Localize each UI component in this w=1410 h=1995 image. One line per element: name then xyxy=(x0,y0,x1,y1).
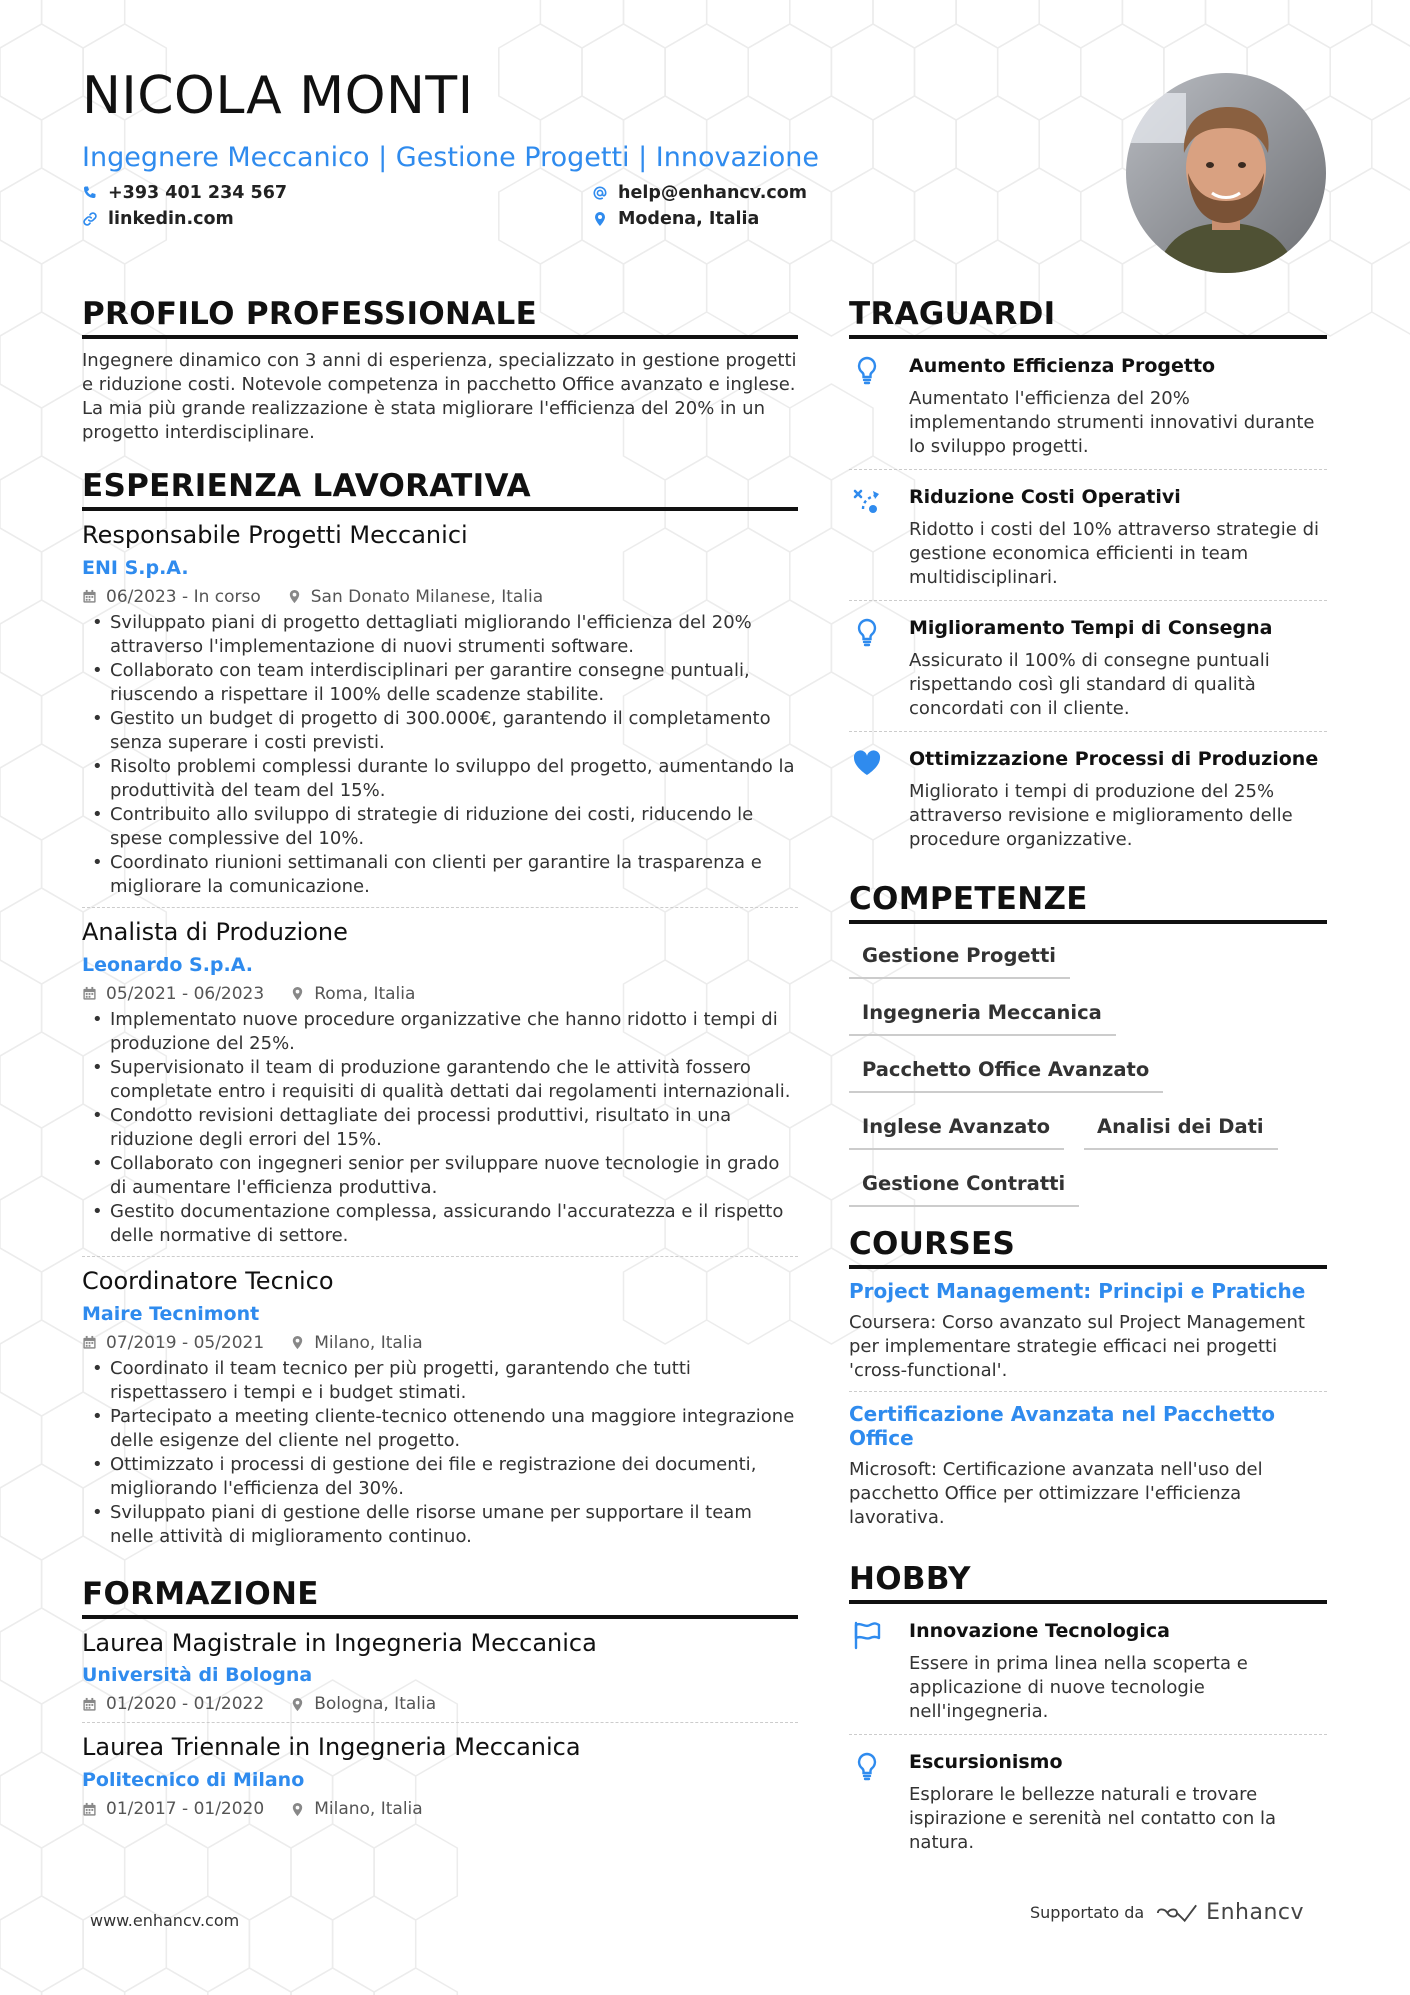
skill-tag: Ingegneria Meccanica xyxy=(849,995,1116,1036)
achievements-section xyxy=(849,297,1327,862)
hobby-title: Innovazione Tecnologica xyxy=(909,1620,1170,1643)
lightbulb-icon xyxy=(851,616,883,648)
courses-heading: COURSES xyxy=(849,1227,1327,1269)
education-heading: FORMAZIONE xyxy=(82,1577,798,1619)
powered-by-label: Supportato da xyxy=(1030,1903,1145,1922)
achievement-item xyxy=(849,470,1327,601)
footer-website[interactable]: www.enhancv.com xyxy=(90,1911,240,1930)
divider xyxy=(82,1722,798,1723)
job-location xyxy=(287,587,543,607)
job-role: Analista di Produzione xyxy=(82,917,348,946)
achievement-icon-wrap xyxy=(849,616,909,721)
achievement-title: Aumento Efficienza Progetto xyxy=(909,355,1216,378)
location-pin-icon xyxy=(290,1335,305,1350)
hobby-icon-wrap xyxy=(849,1750,909,1855)
list-item: • Contribuito allo sviluppo di strategie di riduzione dei costi, riducendo le spese complessive del 10%. xyxy=(82,803,798,851)
job-dates xyxy=(82,587,261,607)
footer-branding xyxy=(1030,1900,1304,1925)
list-item: • Collaborato con ingegneri senior per sviluppare nuove tecnologie in grado di aumentare l'efficienza produttiva. xyxy=(82,1152,798,1200)
hobby-desc: Esplorare le bellezze naturali e trovare ispirazione e serenità nel contatto con la natura. xyxy=(909,1784,1276,1854)
job-meta xyxy=(82,587,798,607)
strategy-icon xyxy=(851,485,883,517)
divider xyxy=(82,1256,798,1257)
profile-photo xyxy=(1126,73,1326,273)
avatar xyxy=(1126,73,1326,273)
phone-text: +393 401 234 567 xyxy=(108,183,288,203)
education-location-text: Bologna, Italia xyxy=(314,1694,437,1715)
email-text: help@enhancv.com xyxy=(618,183,808,203)
list-item: • Sviluppato piani di progetto dettagliati migliorando l'efficienza del 20% attraverso l'implementazione di nuovi strumenti software. xyxy=(82,611,798,659)
education-location-text: Milano, Italia xyxy=(314,1799,423,1820)
list-item: • Coordinato riunioni settimanali con clienti per garantire la trasparenza e migliorare la comunicazione. xyxy=(82,851,798,899)
school-name[interactable]: Università di Bologna xyxy=(82,1664,313,1687)
degree-title: Laurea Triennale in Ingegneria Meccanica xyxy=(82,1733,581,1762)
phone-icon xyxy=(82,185,98,201)
list-item: • Partecipato a meeting cliente-tecnico ottenendo una maggiore integrazione delle esigenze del cliente nel progetto. xyxy=(82,1405,798,1453)
brand-name[interactable]: Enhancv xyxy=(1206,1900,1304,1925)
course-title[interactable]: Project Management: Principi e Pratiche xyxy=(849,1279,1306,1304)
enhancv-logo-icon xyxy=(1154,1901,1200,1925)
skills-section xyxy=(849,882,1327,1223)
list-item: • Gestito un budget di progetto di 300.000€, garantendo il completamento senza superare i costi previsti. xyxy=(82,707,798,755)
divider xyxy=(82,907,798,908)
hobby-item xyxy=(849,1604,1327,1735)
achievement-icon-wrap xyxy=(849,354,909,459)
achievement-title: Ottimizzazione Processi di Produzione xyxy=(909,748,1319,771)
at-icon xyxy=(592,185,608,201)
calendar-icon xyxy=(82,589,97,604)
achievement-item xyxy=(849,339,1327,470)
skills-heading: COMPETENZE xyxy=(849,882,1327,924)
achievement-desc: Aumentato l'efficienza del 20% implementando strumenti innovativi durante lo sviluppo progetti. xyxy=(909,388,1315,458)
hobbies-section xyxy=(849,1562,1327,1865)
hobby-item xyxy=(849,1735,1327,1865)
flag-icon xyxy=(851,1619,883,1651)
education-dates-text: 01/2020 - 01/2022 xyxy=(106,1694,265,1715)
course-item xyxy=(849,1392,1327,1538)
job-dates-text: 06/2023 - In corso xyxy=(106,586,261,607)
location-text: Modena, Italia xyxy=(618,209,760,229)
education-dates xyxy=(82,1694,264,1714)
list-item: • Collaborato con team interdisciplinari per garantire consegne puntuali, riuscendo a rispettare il 100% delle scadenze stabilite. xyxy=(82,659,798,707)
education-location xyxy=(290,1799,422,1819)
skill-tag: Gestione Progetti xyxy=(849,938,1070,979)
list-item: • Sviluppato piani di gestione delle risorse umane per supportare il team nelle attività di miglioramento continuo. xyxy=(82,1501,798,1549)
lightbulb-icon xyxy=(851,1750,883,1782)
course-title[interactable]: Certificazione Avanzata nel Pacchetto Office xyxy=(849,1402,1276,1451)
education-dates xyxy=(82,1799,264,1819)
skill-tag: Analisi dei Dati xyxy=(1084,1109,1278,1150)
list-item: • Implementato nuove procedure organizzative che hanno ridotto i tempi di produzione del 25%. xyxy=(82,1008,798,1056)
candidate-name: NICOLA MONTI xyxy=(82,66,474,126)
calendar-icon xyxy=(82,1335,97,1350)
skill-tag: Inglese Avanzato xyxy=(849,1109,1064,1150)
education-meta xyxy=(82,1694,798,1714)
job-bullets xyxy=(82,1357,798,1549)
achievement-title: Miglioramento Tempi di Consegna xyxy=(909,617,1273,640)
list-item: • Ottimizzato i processi di gestione dei file e registrazione dei documenti, migliorando l'efficienza del 30%. xyxy=(82,1453,798,1501)
contact-location xyxy=(592,209,892,229)
calendar-icon xyxy=(82,1802,97,1817)
job-entry xyxy=(82,1267,798,1549)
job-company[interactable]: ENI S.p.A. xyxy=(82,556,189,579)
job-role: Responsabile Progetti Meccanici xyxy=(82,521,468,550)
achievement-desc: Assicurato il 100% di consegne puntuali rispettando così gli standard di qualità concordati con il cliente. xyxy=(909,650,1270,720)
course-desc: Coursera: Corso avanzato sul Project Management per implementare strategie efficaci nei progetti 'cross-functional'. xyxy=(849,1312,1305,1382)
heart-icon xyxy=(851,747,883,779)
job-dates xyxy=(82,1333,264,1353)
contact-phone[interactable] xyxy=(82,183,592,203)
achievements-heading: TRAGUARDI xyxy=(849,297,1327,339)
job-company[interactable]: Leonardo S.p.A. xyxy=(82,953,254,976)
hobbies-heading: HOBBY xyxy=(849,1562,1327,1604)
achievement-title: Riduzione Costi Operativi xyxy=(909,486,1181,509)
candidate-headline: Ingegnere Meccanico | Gestione Progetti | Innovazione xyxy=(82,142,819,173)
location-pin-icon xyxy=(290,1802,305,1817)
job-entry xyxy=(82,918,798,1248)
job-dates xyxy=(82,984,264,1004)
location-pin-icon xyxy=(287,589,302,604)
job-location-text: San Donato Milanese, Italia xyxy=(310,586,544,607)
education-section xyxy=(82,1577,798,1820)
education-entry xyxy=(82,1733,798,1819)
contact-linkedin[interactable] xyxy=(82,209,592,229)
contact-email[interactable] xyxy=(592,183,892,203)
degree-title: Laurea Magistrale in Ingegneria Meccanica xyxy=(82,1628,597,1657)
achievement-desc: Ridotto i costi del 10% attraverso strategie di gestione economica efficienti in team multidisciplinari. xyxy=(909,519,1320,589)
skill-tag: Pacchetto Office Avanzato xyxy=(849,1052,1163,1093)
location-pin-icon xyxy=(290,986,305,1001)
calendar-icon xyxy=(82,986,97,1001)
achievement-item xyxy=(849,601,1327,732)
achievement-desc: Migliorato i tempi di produzione del 25% attraverso revisione e miglioramento delle procedure organizzative. xyxy=(909,781,1293,851)
education-dates-text: 01/2017 - 01/2020 xyxy=(106,1799,265,1820)
course-desc: Microsoft: Certificazione avanzata nell'uso del pacchetto Office per ottimizzare l'efficienza lavorativa. xyxy=(849,1459,1263,1529)
job-company[interactable]: Maire Tecnimont xyxy=(82,1302,260,1325)
job-meta xyxy=(82,984,798,1004)
job-location-text: Milano, Italia xyxy=(314,1332,423,1353)
list-item: • Gestito documentazione complessa, assicurando l'accuratezza e il rispetto delle normative di settore. xyxy=(82,1200,798,1248)
experience-section xyxy=(82,469,798,1548)
achievement-icon-wrap xyxy=(849,485,909,590)
left-column xyxy=(82,297,798,1819)
hobby-desc: Essere in prima linea nella scoperta e applicazione di nuove tecnologie nell'ingegneria. xyxy=(909,1653,1248,1723)
profile-section xyxy=(82,297,798,445)
location-pin-icon xyxy=(290,1697,305,1712)
location-pin-icon xyxy=(592,211,608,227)
job-bullets xyxy=(82,1008,798,1248)
profile-summary: Ingegnere dinamico con 3 anni di esperienza, specializzato in gestione progetti e riduzione costi. Notevole competenza in pacchetto Office avanzato e inglese. La mia più grande realizzazione è stata migliorare l'efficienza del 20% in un progetto interdisciplinare. xyxy=(82,350,797,444)
link-icon xyxy=(82,211,98,227)
course-item xyxy=(849,1269,1327,1392)
resume-header xyxy=(82,66,1082,229)
list-item: • Coordinato il team tecnico per più progetti, garantendo che tutti rispettassero i tempi e i budget stimati. xyxy=(82,1357,798,1405)
list-item: • Risolto problemi complessi durante lo sviluppo del progetto, aumentando la produttività del team del 15%. xyxy=(82,755,798,803)
job-dates-text: 05/2021 - 06/2023 xyxy=(106,983,265,1004)
right-column xyxy=(849,297,1327,1865)
hobby-icon-wrap xyxy=(849,1619,909,1724)
job-bullets xyxy=(82,611,798,899)
job-location xyxy=(290,1333,422,1353)
hobby-title: Escursionismo xyxy=(909,1751,1063,1774)
list-item: • Condotto revisioni dettagliate dei processi produttivi, risultato in una riduzione degli errori del 15%. xyxy=(82,1104,798,1152)
skills-list xyxy=(849,938,1327,1223)
job-location-text: Roma, Italia xyxy=(314,983,416,1004)
skill-tag: Gestione Contratti xyxy=(849,1166,1079,1207)
lightbulb-icon xyxy=(851,354,883,386)
linkedin-text: linkedin.com xyxy=(108,209,234,229)
calendar-icon xyxy=(82,1697,97,1712)
profile-heading: PROFILO PROFESSIONALE xyxy=(82,297,798,339)
courses-section xyxy=(849,1227,1327,1538)
list-item: • Supervisionato il team di produzione garantendo che le attività fossero completate entro i requisiti di qualità dettati dai regolamenti internazionali. xyxy=(82,1056,798,1104)
school-name[interactable]: Politecnico di Milano xyxy=(82,1769,305,1792)
job-meta xyxy=(82,1333,798,1353)
contact-list xyxy=(82,183,1082,229)
job-dates-text: 07/2019 - 05/2021 xyxy=(106,1332,265,1353)
achievement-icon-wrap xyxy=(849,747,909,852)
job-entry xyxy=(82,521,798,899)
education-meta xyxy=(82,1799,798,1819)
job-role: Coordinatore Tecnico xyxy=(82,1266,334,1295)
education-entry xyxy=(82,1629,798,1715)
education-location xyxy=(290,1694,436,1714)
experience-heading: ESPERIENZA LAVORATIVA xyxy=(82,469,798,511)
achievement-item xyxy=(849,732,1327,862)
job-location xyxy=(290,984,415,1004)
